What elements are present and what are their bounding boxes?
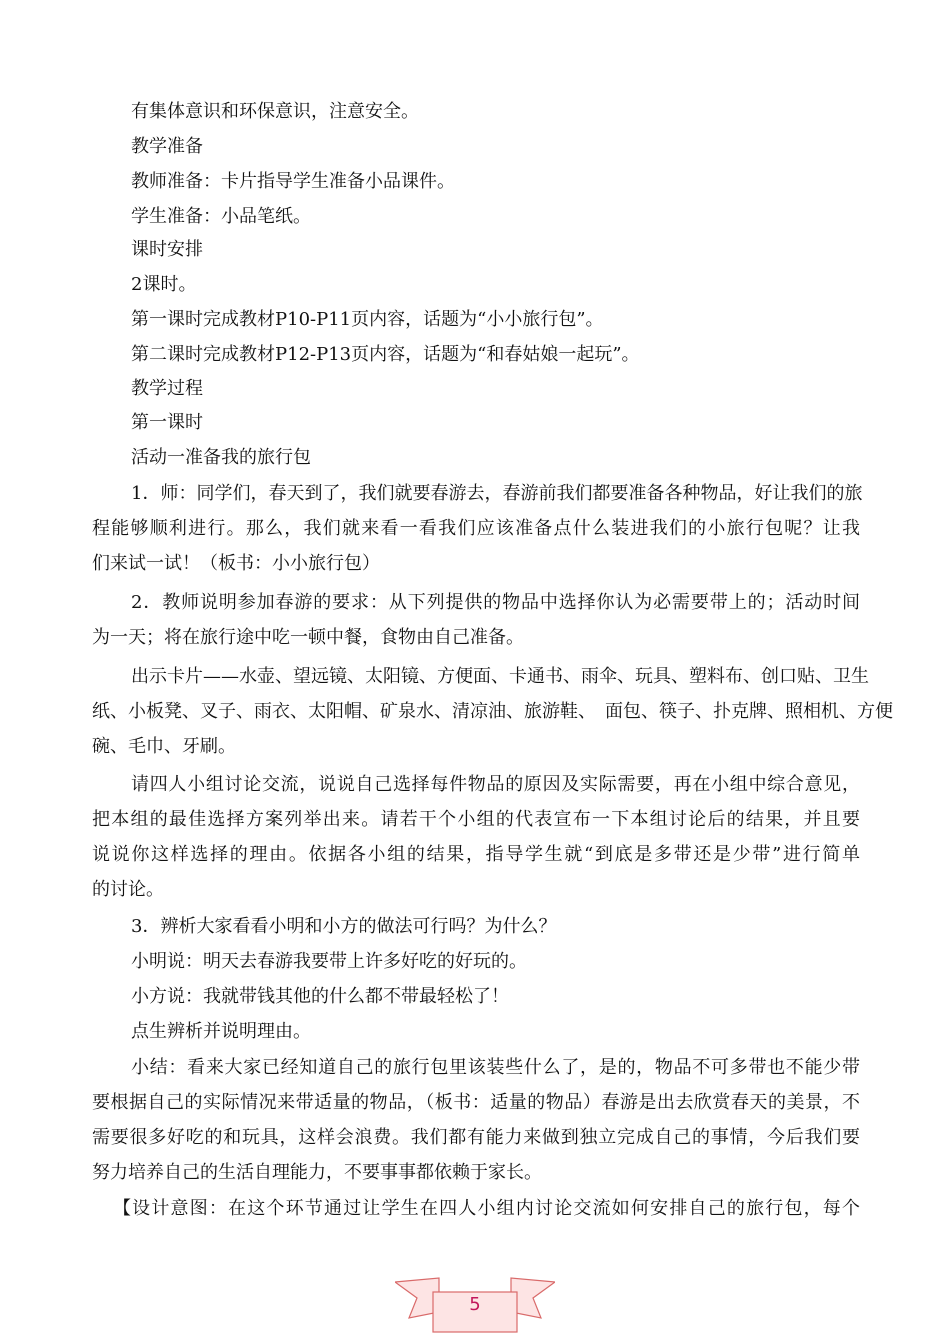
paragraph-line: 点生辨析并说明理由。 <box>131 1021 311 1042</box>
paragraph-line: 小结：看来大家已经知道自己的旅行包里该装些什么了，是的，物品不可多带也不能少带 <box>131 1057 860 1078</box>
text-line: 第二课时完成教材P12-P13页内容，话题为“和春姑娘一起玩”。 <box>131 344 640 365</box>
paragraph-line: 2．教师说明参加春游的要求：从下列提供的物品中选择你认为必需要带上的；活动时间 <box>131 592 860 613</box>
text-line: 第一课时完成教材P10-P11页内容，话题为“小小旅行包”。 <box>131 309 604 330</box>
paragraph-line: 3．辨析大家看看小明和小方的做法可行吗？为什么？ <box>131 916 557 937</box>
text-line: 2课时。 <box>131 274 197 295</box>
paragraph-line: 小方说：我就带钱其他的什么都不带最轻松了！ <box>131 986 509 1007</box>
paragraph-line: 努力培养自己的生活自理能力，不要事事都依赖于家长。 <box>92 1162 542 1183</box>
text-line: 教师准备：卡片指导学生准备小品课件。 <box>131 171 455 192</box>
paragraph-line: 碗、毛巾、牙刷。 <box>92 736 236 757</box>
section-heading: 课时安排 <box>131 239 203 260</box>
paragraph-line: 把本组的最佳选择方案列举出来。请若干个小组的代表宣布一下本组讨论后的结果，并且要 <box>92 809 860 830</box>
paragraph-line: 说说你这样选择的理由。依据各小组的结果，指导学生就“到底是多带还是少带”进行简单 <box>92 844 860 865</box>
page-number: 5 <box>469 1294 481 1315</box>
text-line: 学生准备：小品笔纸。 <box>131 206 311 227</box>
section-heading: 教学过程 <box>131 378 203 399</box>
paragraph-line: 为一天；将在旅行途中吃一顿中餐，食物由自己准备。 <box>92 627 524 648</box>
paragraph-line: 请四人小组讨论交流，说说自己选择每件物品的原因及实际需要，再在小组中综合意见， <box>131 774 860 795</box>
section-heading: 第一课时 <box>131 412 203 433</box>
section-heading: 活动一准备我的旅行包 <box>131 447 311 468</box>
paragraph-line: 1．师：同学们，春天到了，我们就要春游去，春游前我们都要准备各种物品，好让我们的旅 <box>131 483 863 504</box>
paragraph-line: 程能够顺利进行。那么，我们就来看一看我们应该准备点什么装进我们的小旅行包呢？让我 <box>92 518 860 539</box>
paragraph-line: 纸、小板凳、叉子、雨衣、太阳帽、矿泉水、清凉油、旅游鞋、 面包、筷子、扑克牌、照相机、方便 <box>92 701 893 722</box>
paragraph-line: 需要很多好吃的和玩具，这样会浪费。我们都有能力来做到独立完成自己的事情，今后我们要 <box>92 1127 860 1148</box>
paragraph-line: 小明说：明天去春游我要带上许多好吃的好玩的。 <box>131 951 527 972</box>
text-line: 有集体意识和环保意识，注意安全。 <box>131 101 419 122</box>
section-heading: 教学准备 <box>131 136 203 157</box>
design-intent-line: 【设计意图：在这个环节通过让学生在四人小组内讨论交流如何安排自己的旅行包，每个 <box>113 1198 860 1219</box>
paragraph-line: 的讨论。 <box>92 879 164 900</box>
paragraph-line: 出示卡片——水壶、望远镜、太阳镜、方便面、卡通书、雨伞、玩具、塑料布、创口贴、卫生 <box>131 666 869 687</box>
paragraph-line: 要根据自己的实际情况来带适量的物品，（板书：适量的物品）春游是出去欣赏春天的美景，不 <box>92 1092 860 1113</box>
paragraph-line: 们来试一试！（板书：小小旅行包） <box>92 553 380 574</box>
